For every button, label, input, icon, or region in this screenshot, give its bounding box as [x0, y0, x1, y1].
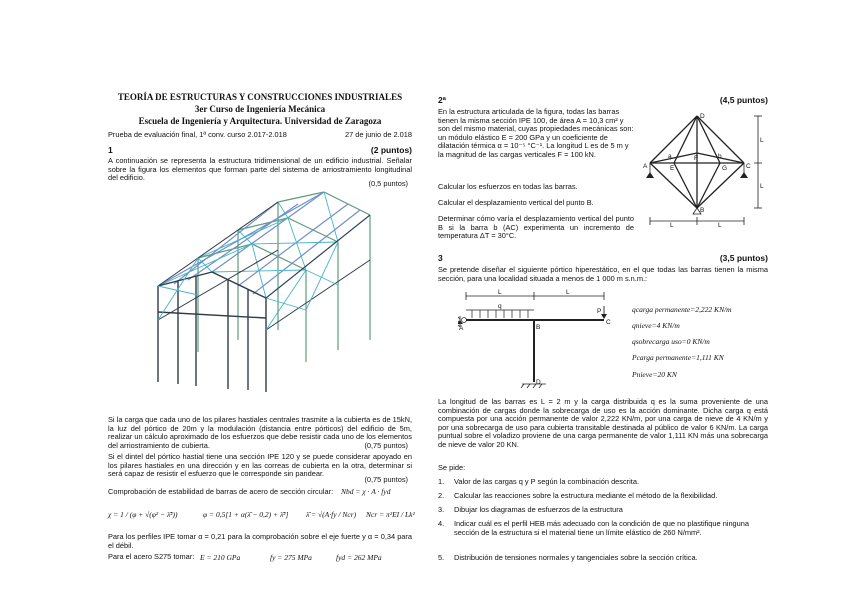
frame-label-l1: L: [498, 289, 502, 296]
truss-label-l2: L: [718, 222, 722, 228]
problem1-number: 1: [108, 145, 113, 155]
exam-name: Prueba de evaluación final, 1ª conv. curso 2.017-2.018: [108, 130, 287, 139]
load-p-snow: Pnieve=20 KN: [632, 370, 677, 379]
load-q-permanent: qcarga permanente=2,222 KN/m: [632, 305, 732, 314]
truss-label-g: G: [722, 165, 728, 172]
problem2-points: (4,5 puntos): [719, 95, 768, 105]
problem1-p2-points: (0,75 puntos): [364, 441, 408, 450]
truss-label-l1: L: [670, 222, 674, 228]
problem1-intro-points: (0,5 puntos): [368, 179, 408, 188]
formula-nbd: Nbd = χ · A · fyd: [341, 487, 391, 496]
truss-label-l4: L: [760, 183, 764, 190]
frame-label-b: B: [536, 324, 541, 331]
asks-title: Se pide:: [438, 463, 466, 472]
truss-label-b: B: [700, 207, 705, 214]
steel-fyd: fyd = 262 MPa: [336, 553, 382, 562]
problem2-task-2: Calcular el desplazamiento vertical del punto B.: [438, 198, 594, 207]
problem1-intro: A continuación se representa la estructura tridimensional de un edificio industrial. Señalar sobre la figura los elementos que forman parte del sistema de arriostramiento longitudinal del edificio.: [108, 156, 412, 183]
truss-label-b-bar: b: [718, 153, 722, 160]
truss-figure: [642, 108, 768, 228]
load-q-snow: qnieve=4 KN/m: [632, 321, 680, 330]
problem2-text: En la estructura articulada de la figura, todas las barras tienen la misma sección IPE 100, de área A = 10,3 cm² y son del mismo material, cuyas propiedades mecánicas son: un módulo elástico E = 200 GPa y un coeficiente de dilatación térmica α = 10⁻⁵ °C⁻¹. La longitud L es de 5 m y la magnitud de las cargas verticales F = 100 kN.: [438, 107, 634, 159]
course-line: 3er Curso de Ingeniería Mecánica: [194, 104, 326, 114]
frame-label-c: C: [606, 319, 611, 326]
problem1-paragraph-3: Si el dintel del pórtico hastial tiene una sección IPE 120 y se puede considerar apoyado en los pilares hastiales en una dirección y en las correas de cubierta en la otra, determinar si será capaz de resistir el esfuerzo que le corresponde sin pandear.: [108, 452, 412, 479]
truss-label-a-bar: a: [668, 153, 672, 160]
problem1-points: (2 puntos): [370, 145, 412, 155]
truss-label-e: E: [670, 165, 675, 172]
formula-chi: χ = 1 / (φ + √(φ² − λ̄²)): [108, 510, 178, 519]
exam-page: TEORÍA DE ESTRUCTURAS Y CONSTRUCCIONES INDUSTRIALES 3er Curso de Ingeniería Mecánica Escuela de Ingeniería y Arquitectura. Universidad de Zaragoza Prueba de evaluación final, 1ª conv. curso 2.017-2.018 27 de junio de 2.018 1 (2 puntos) A continuación se representa la estructura tridimensional de un edificio industrial. Señalar sobre la figura los elementos que forman parte del sistema de arriostramiento longitudinal del edificio. (0,5 puntos) Si la carga que cada uno de los pilares hastiales centrales trasmite a la cubierta es de 15kN, la luz del pórtico de 20m y la modulación (distancia entre pórticos) del edificio de 5m, realizar un cálculo aproximado de los esfuerzos que debe resistir cada uno de los elementos del arriostramiento de cubierta. (0,75 puntos) Si el dintel del pórtico hastial tiene una sección IPE 120 y se puede considerar apoyado en los pilares hastiales en una dirección y en las correas de cubierta en la otra, determinar si será capaz de resistir el esfuerzo que le corresponde sin pandear. (0,75 puntos) Comprobación de estabilidad de barras de acero de sección circular: Nbd = χ · A · fyd χ = 1 / (φ + √(φ² − λ̄²)) φ = 0,5[1 + α(λ̄ − 0,2) + λ̄²] λ̄ = √(A·fy / Ncr) Ncr = π²EI / Lk² Para los perfiles IPE tomar α = 0,21 para la comprobación sobre el eje fuerte y α = 0,34 para el débil. Para el acero S275 tomar: E = 210 GPa fy = 275 MPa fyd = 262 MPa 2ª (4,5 puntos) En la estructura articulada de la figura, todas las barras tienen la misma sección IPE 100, de área A = 10,3 cm² y son del mismo material, cuyas propiedades mecánicas son: un módulo elástico E = 200 GPa y un coeficiente de dilatación térmica α = 10⁻⁵ °C⁻¹. La longitud L es de 5 m y la magnitud de las cargas verticales F = 100 kN. Calcular los esfuerzos en todas las barras. Calcular el desplazamiento vertical del punto B. Determinar cómo varía el desplazamiento vertical del punto B si la barra b (AC) experimenta un incremento de temperatura ΔT = 30°C. D A C B E G F L L L L a b 3 (3,5 puntos) Se pretende diseñar el siguiente pórtico hiperestático, en el que todas las barras tienen la misma sección, para una localidad situada a menos de 1 000 m s.n.m.: L L q P A B C D qcarga permanente=2,222 KN/m qnieve=4 KN/m qsobrecarga uso=0 KN/m Pcarga permanente=1,111 KN Pnieve=20 KN La longitud de las barras es L = 2 m y la carga distribuida q es la suma proveniente de una combinación de cargas donde la sobrecarga de uso es la acción dominante. Dicha carga q está compuesta por una acción permanente de valor 2,222 KN/m, por una carga de nieve de 4 KN/m y por una sobrecarga de uso para cubierta transitable destinada al público de valor 6 KN/m. La carga puntual sobre el voladizo proviene de una carga permanente de valor 1,111 KN más una sobrecarga de nieve de valor 20 KN. Se pide: 1. Valor de las cargas q y P según la combinación descrita. 2. Calcular las reacciones sobre la estructura mediante el método de la flexibilidad. 3. Dibujar los diagramas de esfuerzos de la estructura 4. Indicar cuál es el perfil HEB más adecuado con la condición de que no plastifique ninguna sección de la estructura si el material tiene un límite elástico de 260 N/mm². 5. Distribución de tensiones normales y tangenciales sobre la sección crítica.: [108, 92, 768, 562]
formula-phi: φ = 0,5[1 + α(λ̄ − 0,2) + λ̄²]: [203, 510, 289, 519]
truss-label-a: A: [643, 163, 648, 170]
exam-title: TEORÍA DE ESTRUCTURAS Y CONSTRUCCIONES INDUSTRIALES: [117, 92, 403, 102]
frame-label-l2: L: [566, 289, 570, 296]
frame-label-p: P: [597, 308, 602, 315]
load-q-use: qsobrecarga uso=0 KN/m: [632, 337, 710, 346]
frame-label-a: A: [459, 325, 464, 332]
problem2-task-3: Determinar cómo varía el desplazamiento vertical del punto B si la barra b (AC) experimenta un incremento de temperatura ΔT = 30°C.: [438, 214, 634, 241]
problem2-number: 2ª: [438, 95, 446, 105]
problem1-paragraph-4: Comprobación de estabilidad de barras de acero de sección circular:: [108, 487, 334, 496]
formula-ncr: Ncr = π²EI / Lk²: [366, 510, 415, 519]
problem3-number: 3: [438, 253, 443, 263]
problem1-paragraph-5: Para los perfiles IPE tomar α = 0,21 para la comprobación sobre el eje fuerte y α = 0,34 para el débil.: [108, 532, 412, 550]
problem3-points: (3,5 puntos): [719, 253, 768, 263]
steel-fy: fy = 275 MPa: [270, 553, 312, 562]
truss-label-c: C: [746, 163, 751, 170]
frame-label-d: D: [536, 379, 541, 386]
problem1-p3-points: (0,75 puntos): [364, 475, 408, 484]
problem2-task-1: Calcular los esfuerzos en todas las barras.: [438, 182, 578, 191]
formula-lambda: λ̄ = √(A·fy / Ncr): [306, 510, 357, 519]
building-3d-figure: [108, 190, 412, 408]
frame-label-q: q: [498, 303, 502, 310]
frame-figure: [458, 286, 618, 392]
problem3-intro: Se pretende diseñar el siguiente pórtico hiperestático, en el que todas las barras tienen la misma sección, para una localidad situada a menos de 1 000 m s.n.m.:: [438, 265, 768, 283]
steel-label: Para el acero S275 tomar:: [108, 552, 195, 561]
school-line: Escuela de Ingeniería y Arquitectura. Universidad de Zaragoza: [138, 116, 382, 126]
problem3-text: La longitud de las barras es L = 2 m y la carga distribuida q es la suma proveniente de una combinación de cargas donde la sobrecarga de uso es la acción dominante. Dicha carga q está compuesta por una acción permanente de valor 2,222 KN/m, por una carga de nieve de 4 KN/m y por una sobrecarga de uso para cubierta transitable destinada al público de valor 6 KN/m. La carga puntual sobre el voladizo proviene de una carga permanente de valor 1,111 KN más una sobrecarga de nieve de valor 20 KN.: [438, 397, 768, 449]
truss-label-d: D: [700, 113, 705, 120]
exam-date: 27 de junio de 2.018: [345, 130, 412, 139]
load-p-permanent: Pcarga permanente=1,111 KN: [632, 353, 724, 362]
steel-e: E = 210 GPa: [200, 553, 241, 562]
truss-label-f: F: [694, 155, 698, 162]
truss-label-l3: L: [760, 137, 764, 144]
problem1-paragraph-2: Si la carga que cada uno de los pilares hastiales centrales trasmite a la cubierta es de 15kN, la luz del pórtico de 20m y la modulación (distancia entre pórticos) del edificio de 5m, realizar un cálculo aproximado de los esfuerzos que debe resistir cada uno de los elementos del arriostramiento de cubierta.: [108, 415, 412, 450]
